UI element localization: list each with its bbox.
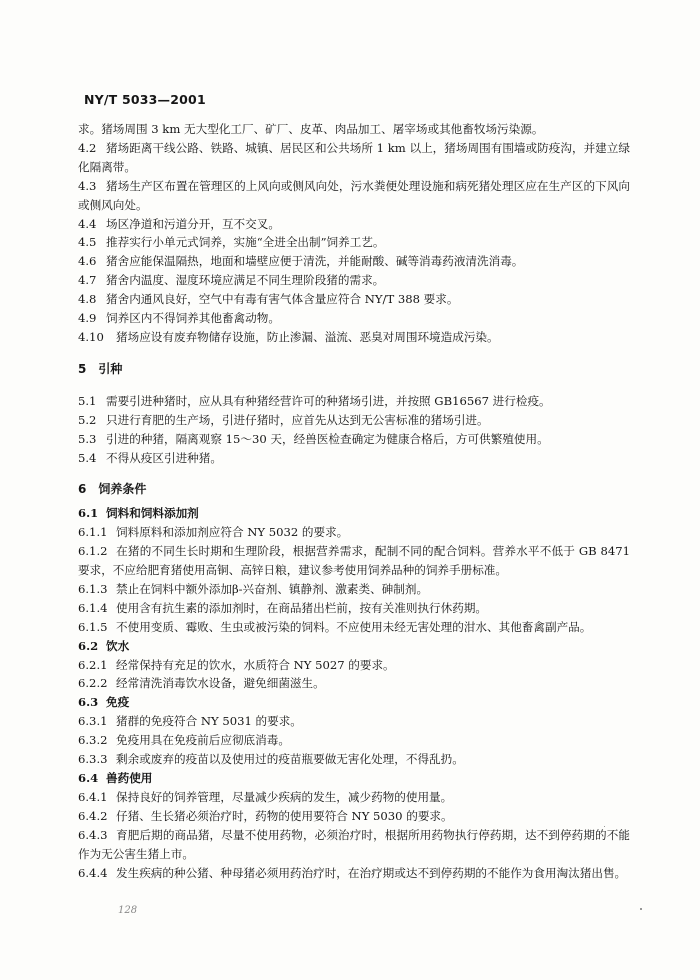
clause-number: 6.2.1	[78, 657, 108, 672]
clause-4-7	[78, 271, 630, 290]
subsection-title: 免疫	[106, 695, 130, 710]
scan-speck	[640, 908, 642, 910]
clause-4-6	[78, 252, 630, 271]
clause-number: 6.3.2	[78, 733, 108, 748]
clause-text: 免疫用具在免疫前后应彻底消毒。	[116, 733, 290, 748]
clause-text: 饲料原料和添加剂应符合 NY 5032 的要求。	[116, 525, 349, 540]
clause-number: 6.1.3	[78, 581, 108, 596]
clause-6-4-3	[78, 826, 630, 864]
clause-5-1	[78, 392, 630, 411]
clause-number: 4.6	[78, 254, 97, 269]
clause-text: 场区净道和污道分开，互不交叉。	[106, 216, 280, 231]
clause-text: 使用含有抗生素的添加剂时，在商品猪出栏前，按有关准则执行休药期。	[116, 600, 488, 615]
scan-speck	[604, 826, 605, 827]
standard-code-header: NY/T 5033—2001	[84, 92, 206, 107]
clause-text: 猪场生产区布置在管理区的上风向或侧风向处，污水粪便处理设施和病死猪处理区应在生产区的下风向或侧风向处。	[78, 178, 630, 212]
clause-6-4-1	[78, 788, 630, 807]
clause-text: 不得从疫区引进种猪。	[106, 450, 222, 465]
clause-number: 6.1.2	[78, 544, 108, 559]
paragraph-continued: 求。猪场周围 3 km 无大型化工厂、矿厂、皮革、肉品加工、屠宰场或其他畜牧场污染源。	[78, 122, 544, 136]
clause-6-1-2	[78, 542, 630, 580]
clause-text: 经常保持有充足的饮水，水质符合 NY 5027 的要求。	[116, 657, 395, 672]
section-gap	[78, 467, 630, 480]
section-heading-6: 6 饲养条件	[78, 482, 147, 497]
clause-text: 剩余或废弃的疫苗以及使用过的疫苗瓶要做无害化处理，不得乱扔。	[116, 752, 464, 767]
clause-6-3-1	[78, 712, 630, 731]
clause-5-3	[78, 430, 630, 449]
clause-number: 6.1	[78, 506, 99, 521]
clause-text: 仔猪、生长猪必须治疗时，药物的使用要符合 NY 5030 的要求。	[116, 808, 453, 823]
subsection-title: 饮水	[106, 638, 130, 653]
document-body	[78, 120, 630, 882]
clause-text: 推荐实行小单元式饲养，实施“全进全出制”饲养工艺。	[106, 235, 385, 250]
subsection-title: 饲料和饲料添加剂	[106, 506, 199, 521]
clause-number: 6.2	[78, 638, 99, 653]
clause-number: 6.1.4	[78, 600, 108, 615]
clause-text: 引进的种猪，隔离观察 15～30 天，经兽医检查确定为健康合格后，方可供繁殖使用。	[106, 431, 549, 446]
section-heading-5: 5 引种	[78, 361, 123, 376]
subsection-6-2	[78, 637, 630, 656]
clause-number: 6.3	[78, 695, 99, 710]
clause-number: 6.4.3	[78, 827, 108, 842]
clause-text: 育肥后期的商品猪，尽量不使用药物，必须治疗时，根据所用药物执行停药期，达不到停药期的不能作为无公害生猪上市。	[78, 827, 630, 861]
clause-number: 6.4.4	[78, 865, 108, 880]
clause-4-3	[78, 177, 630, 215]
clause-text: 猪场应设有废弃物储存设施，防止渗漏、溢流、恶臭对周围环境造成污染。	[116, 329, 499, 344]
clause-4-8	[78, 290, 630, 309]
clause-number: 4.5	[78, 235, 97, 250]
clause-4-4	[78, 215, 630, 234]
clause-text: 保持良好的饲养管理，尽量减少疾病的发生，减少药物的使用量。	[116, 789, 453, 804]
clause-text: 猪舍内通风良好，空气中有毒有害气体含量应符合 NY/T 388 要求。	[106, 292, 459, 307]
clause-number: 5.2	[78, 412, 97, 427]
clause-4-2	[78, 139, 630, 177]
page-number: 128	[118, 905, 138, 916]
clause-number: 5.4	[78, 450, 97, 465]
clause-6-1-1	[78, 523, 630, 542]
clause-6-3-2	[78, 731, 630, 750]
clause-text: 发生疾病的种公猪、种母猪必须用药治疗时，在治疗期或达不到停药期的不能作为食用淘汰猪出售。	[116, 865, 627, 880]
section-gap	[78, 379, 630, 392]
clause-number: 6.1.1	[78, 525, 108, 540]
clause-6-1-3	[78, 580, 630, 599]
clause-number: 6.1.5	[78, 619, 108, 634]
clause-number: 4.4	[78, 216, 97, 231]
clause-text: 不使用变质、霉败、生虫或被污染的饲料。不应使用未经无害处理的泔水、其他畜禽副产品。	[116, 619, 592, 634]
clause-5-4	[78, 449, 630, 468]
clause-number: 6.2.2	[78, 676, 108, 691]
clause-number: 4.10	[78, 329, 104, 344]
subsection-6-4	[78, 769, 630, 788]
clause-4-9	[78, 309, 630, 328]
clause-text: 猪舍内温度、湿度环境应满足不同生理阶段猪的需求。	[106, 273, 385, 288]
clause-number: 6.3.3	[78, 752, 108, 767]
clause-5-2	[78, 411, 630, 430]
clause-text: 在猪的不同生长时期和生理阶段，根据营养需求，配制不同的配合饲料。营养水平不低于 GB 8471 要求，不应给肥育猪使用高铜、高锌日粮，建议参考使用饲养品种的饲养手册标准。	[78, 544, 630, 578]
clause-text: 禁止在饲料中额外添加β-兴奋剂、镇静剂、激素类、砷制剂。	[116, 581, 429, 596]
subsection-6-3	[78, 693, 630, 712]
clause-6-1-5	[78, 618, 630, 637]
subsection-title: 兽药使用	[106, 771, 153, 785]
clause-text: 饲养区内不得饲养其他畜禽动物。	[106, 311, 280, 326]
clause-4-5	[78, 233, 630, 252]
clause-number: 4.2	[78, 140, 97, 155]
section-gap	[78, 347, 630, 360]
clause-4-10	[78, 328, 630, 347]
clause-6-2-2	[78, 674, 630, 693]
clause-number: 4.9	[78, 311, 97, 326]
clause-6-4-2	[78, 807, 630, 826]
clause-number: 6.4	[78, 771, 99, 785]
clause-number: 4.8	[78, 292, 97, 307]
clause-text: 只进行育肥的生产场，引进仔猪时，应首先从达到无公害标准的猪场引进。	[106, 412, 489, 427]
clause-6-1-4	[78, 599, 630, 618]
clause-number: 4.7	[78, 273, 97, 288]
clause-number: 5.3	[78, 431, 97, 446]
clause-text: 经常清洗消毒饮水设备，避免细菌滋生。	[116, 676, 325, 691]
clause-text: 需要引进种猪时，应从具有种猪经营许可的种猪场引进，并按照 GB16567 进行检疫。	[106, 393, 551, 408]
clause-6-2-1	[78, 656, 630, 675]
clause-number: 5.1	[78, 393, 97, 408]
clause-number: 4.3	[78, 178, 97, 193]
clause-number: 6.4.2	[78, 808, 108, 823]
clause-number: 6.4.1	[78, 789, 108, 804]
subsection-6-1	[78, 504, 630, 523]
clause-number: 6.3.1	[78, 714, 108, 729]
clause-6-4-4	[78, 864, 630, 883]
clause-text: 猪舍应能保温隔热，地面和墙壁应便于清洗，并能耐酸、碱等消毒药液清洗消毒。	[106, 254, 524, 269]
clause-6-3-3	[78, 750, 630, 769]
clause-text: 猪场距离干线公路、铁路、城镇、居民区和公共场所 1 km 以上，猪场周围有围墙或防疫沟，并建立绿化隔离带。	[78, 140, 630, 174]
clause-text: 猪群的免疫符合 NY 5031 的要求。	[116, 714, 302, 729]
